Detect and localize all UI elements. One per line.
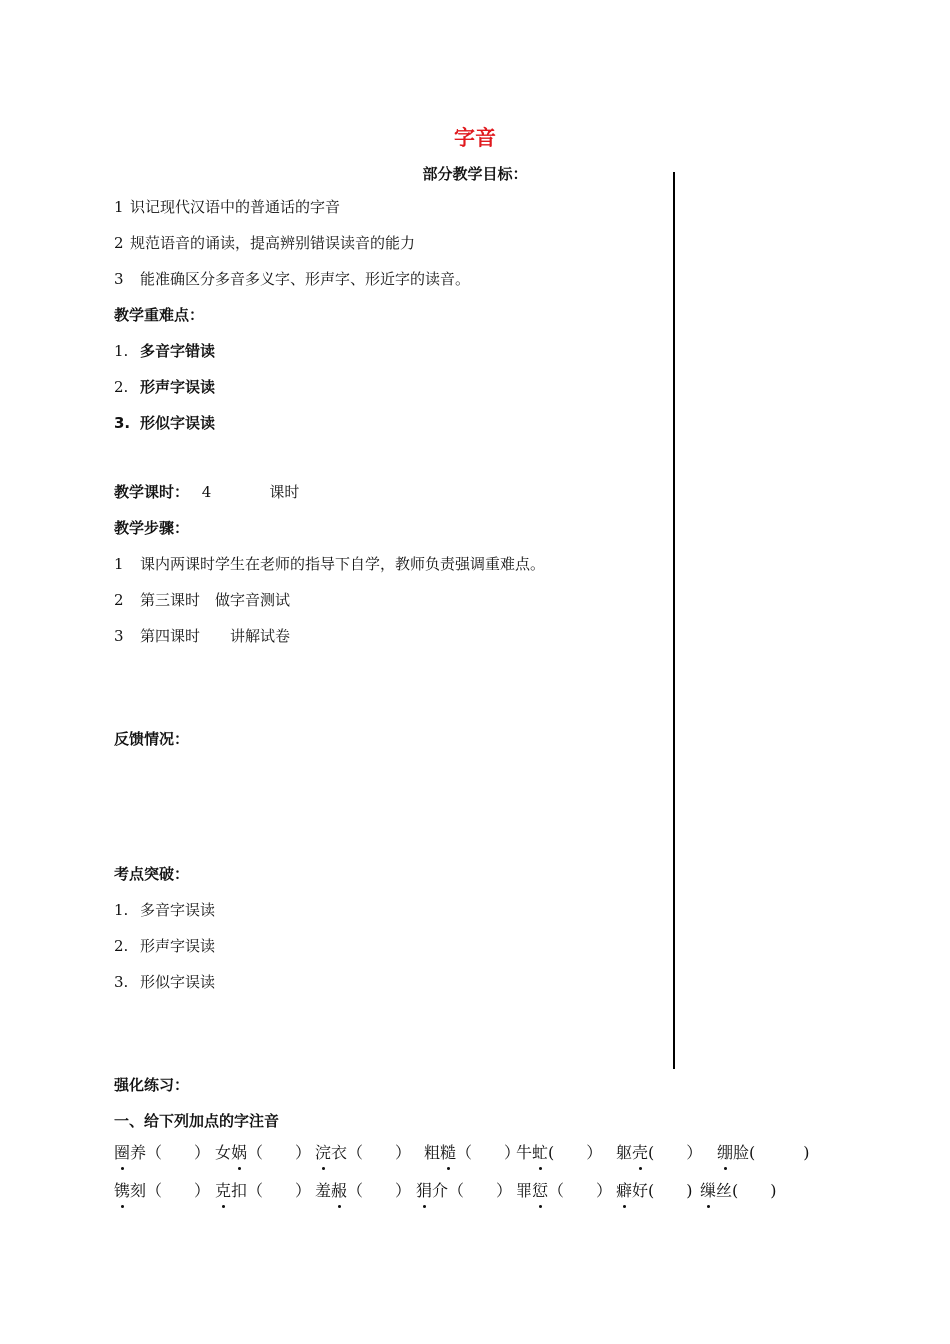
objectives-heading: 部分教学目标：	[422, 165, 528, 183]
dotted-char: 浣	[315, 1143, 332, 1162]
key-point-1	[114, 341, 215, 361]
step-text: 第三课时 做字音测试	[140, 591, 291, 609]
practice-heading: 强化练习：	[114, 1076, 190, 1094]
step-number: 3	[114, 627, 124, 645]
exercise-item: 缫 丝( )	[700, 1181, 777, 1200]
key-point-2	[114, 377, 215, 397]
key-points-heading: 教学重难点：	[114, 306, 205, 324]
dotted-char: 狷	[416, 1181, 433, 1200]
breakthrough-text: 多音字误读	[140, 901, 216, 919]
dotted-char: 愆	[532, 1181, 549, 1200]
breakthrough-2	[114, 936, 215, 956]
key-point-text: 形声字误读	[140, 378, 216, 396]
dotted-char: 克	[215, 1181, 232, 1200]
exercise-item: 浣 衣（ ）	[315, 1143, 412, 1162]
feedback-heading: 反馈情况：	[114, 730, 190, 748]
vertical-divider	[673, 172, 675, 1069]
hours-unit: 课时	[269, 483, 300, 501]
hours-label: 教学课时：	[114, 483, 190, 501]
key-point-text: 多音字错读	[140, 342, 216, 360]
dotted-char: 糙	[440, 1143, 457, 1162]
exercise-item: 粗 糙 （ ）	[424, 1143, 521, 1162]
objective-3	[114, 269, 470, 289]
breakthrough-heading: 考点突破：	[114, 865, 190, 883]
exercise-row-2	[114, 1180, 777, 1202]
objective-text: 规范语音的诵读，提高辨别错误读音的能力	[130, 234, 416, 252]
objective-number: 1	[114, 198, 124, 216]
step-3	[114, 626, 290, 646]
exercise-item: 圈 养（ ）	[114, 1143, 211, 1162]
step-1	[114, 554, 545, 574]
objective-number: 2	[114, 234, 124, 252]
exercise-item: 镌 刻（ ）	[114, 1181, 211, 1200]
dotted-char: 娲	[231, 1143, 248, 1162]
dotted-char: 赧	[331, 1181, 348, 1200]
exercise-item: 牛 虻 ( ）	[516, 1143, 603, 1162]
exercise-item: 癖 好( )	[616, 1181, 693, 1200]
step-2	[114, 590, 290, 610]
objective-number: 3	[114, 270, 124, 288]
objective-text: 识记现代汉语中的普通话的字音	[130, 198, 341, 216]
breakthrough-1	[114, 900, 215, 920]
page-title: 字音	[454, 126, 496, 150]
breakthrough-number: 2.	[114, 937, 129, 955]
teaching-hours	[114, 482, 299, 502]
key-point-number: 1.	[114, 342, 129, 360]
breakthrough-text: 形似字误读	[140, 973, 216, 991]
exercise-item: 狷 介（ ）	[416, 1181, 513, 1200]
key-point-number: 2.	[114, 378, 129, 396]
step-text: 第四课时 讲解试卷	[140, 627, 291, 645]
dotted-char: 缫	[700, 1181, 717, 1200]
exercise-item: 罪 愆 （ ）	[516, 1181, 613, 1200]
dotted-char: 绷	[717, 1143, 734, 1162]
exercise-item: 克 扣（ ）	[215, 1181, 312, 1200]
exercise-section-1: 一、给下列加点的字注音	[114, 1112, 280, 1130]
breakthrough-number: 1.	[114, 901, 129, 919]
objective-2	[114, 233, 415, 253]
steps-heading: 教学步骤：	[114, 519, 190, 537]
key-point-text: 形似字误读	[140, 414, 216, 432]
step-text: 课内两课时学生在老师的指导下自学，教师负责强调重难点。	[140, 555, 546, 573]
breakthrough-3	[114, 972, 215, 992]
exercise-item: 绷 脸( )	[717, 1143, 810, 1162]
exercise-item: 女 娲 （ ）	[215, 1143, 312, 1162]
breakthrough-text: 形声字误读	[140, 937, 216, 955]
exercise-item: 羞 赧 （ ）	[315, 1181, 412, 1200]
objective-text: 能准确区分多音多义字、形声字、形近字的读音。	[140, 270, 471, 288]
dotted-char: 镌	[114, 1181, 131, 1200]
step-number: 2	[114, 591, 124, 609]
dotted-char: 癖	[616, 1181, 633, 1200]
key-point-3	[114, 413, 215, 433]
breakthrough-number: 3.	[114, 973, 129, 991]
dotted-char: 虻	[532, 1143, 549, 1162]
exercise-row-1	[114, 1142, 810, 1164]
dotted-char: 圈	[114, 1143, 131, 1162]
key-point-number: 3.	[114, 414, 131, 432]
dotted-char: 壳	[632, 1143, 649, 1162]
hours-value: 4	[201, 483, 212, 501]
exercise-item: 躯 壳 ( ）	[616, 1143, 703, 1162]
step-number: 1	[114, 555, 124, 573]
objective-1	[114, 197, 340, 217]
